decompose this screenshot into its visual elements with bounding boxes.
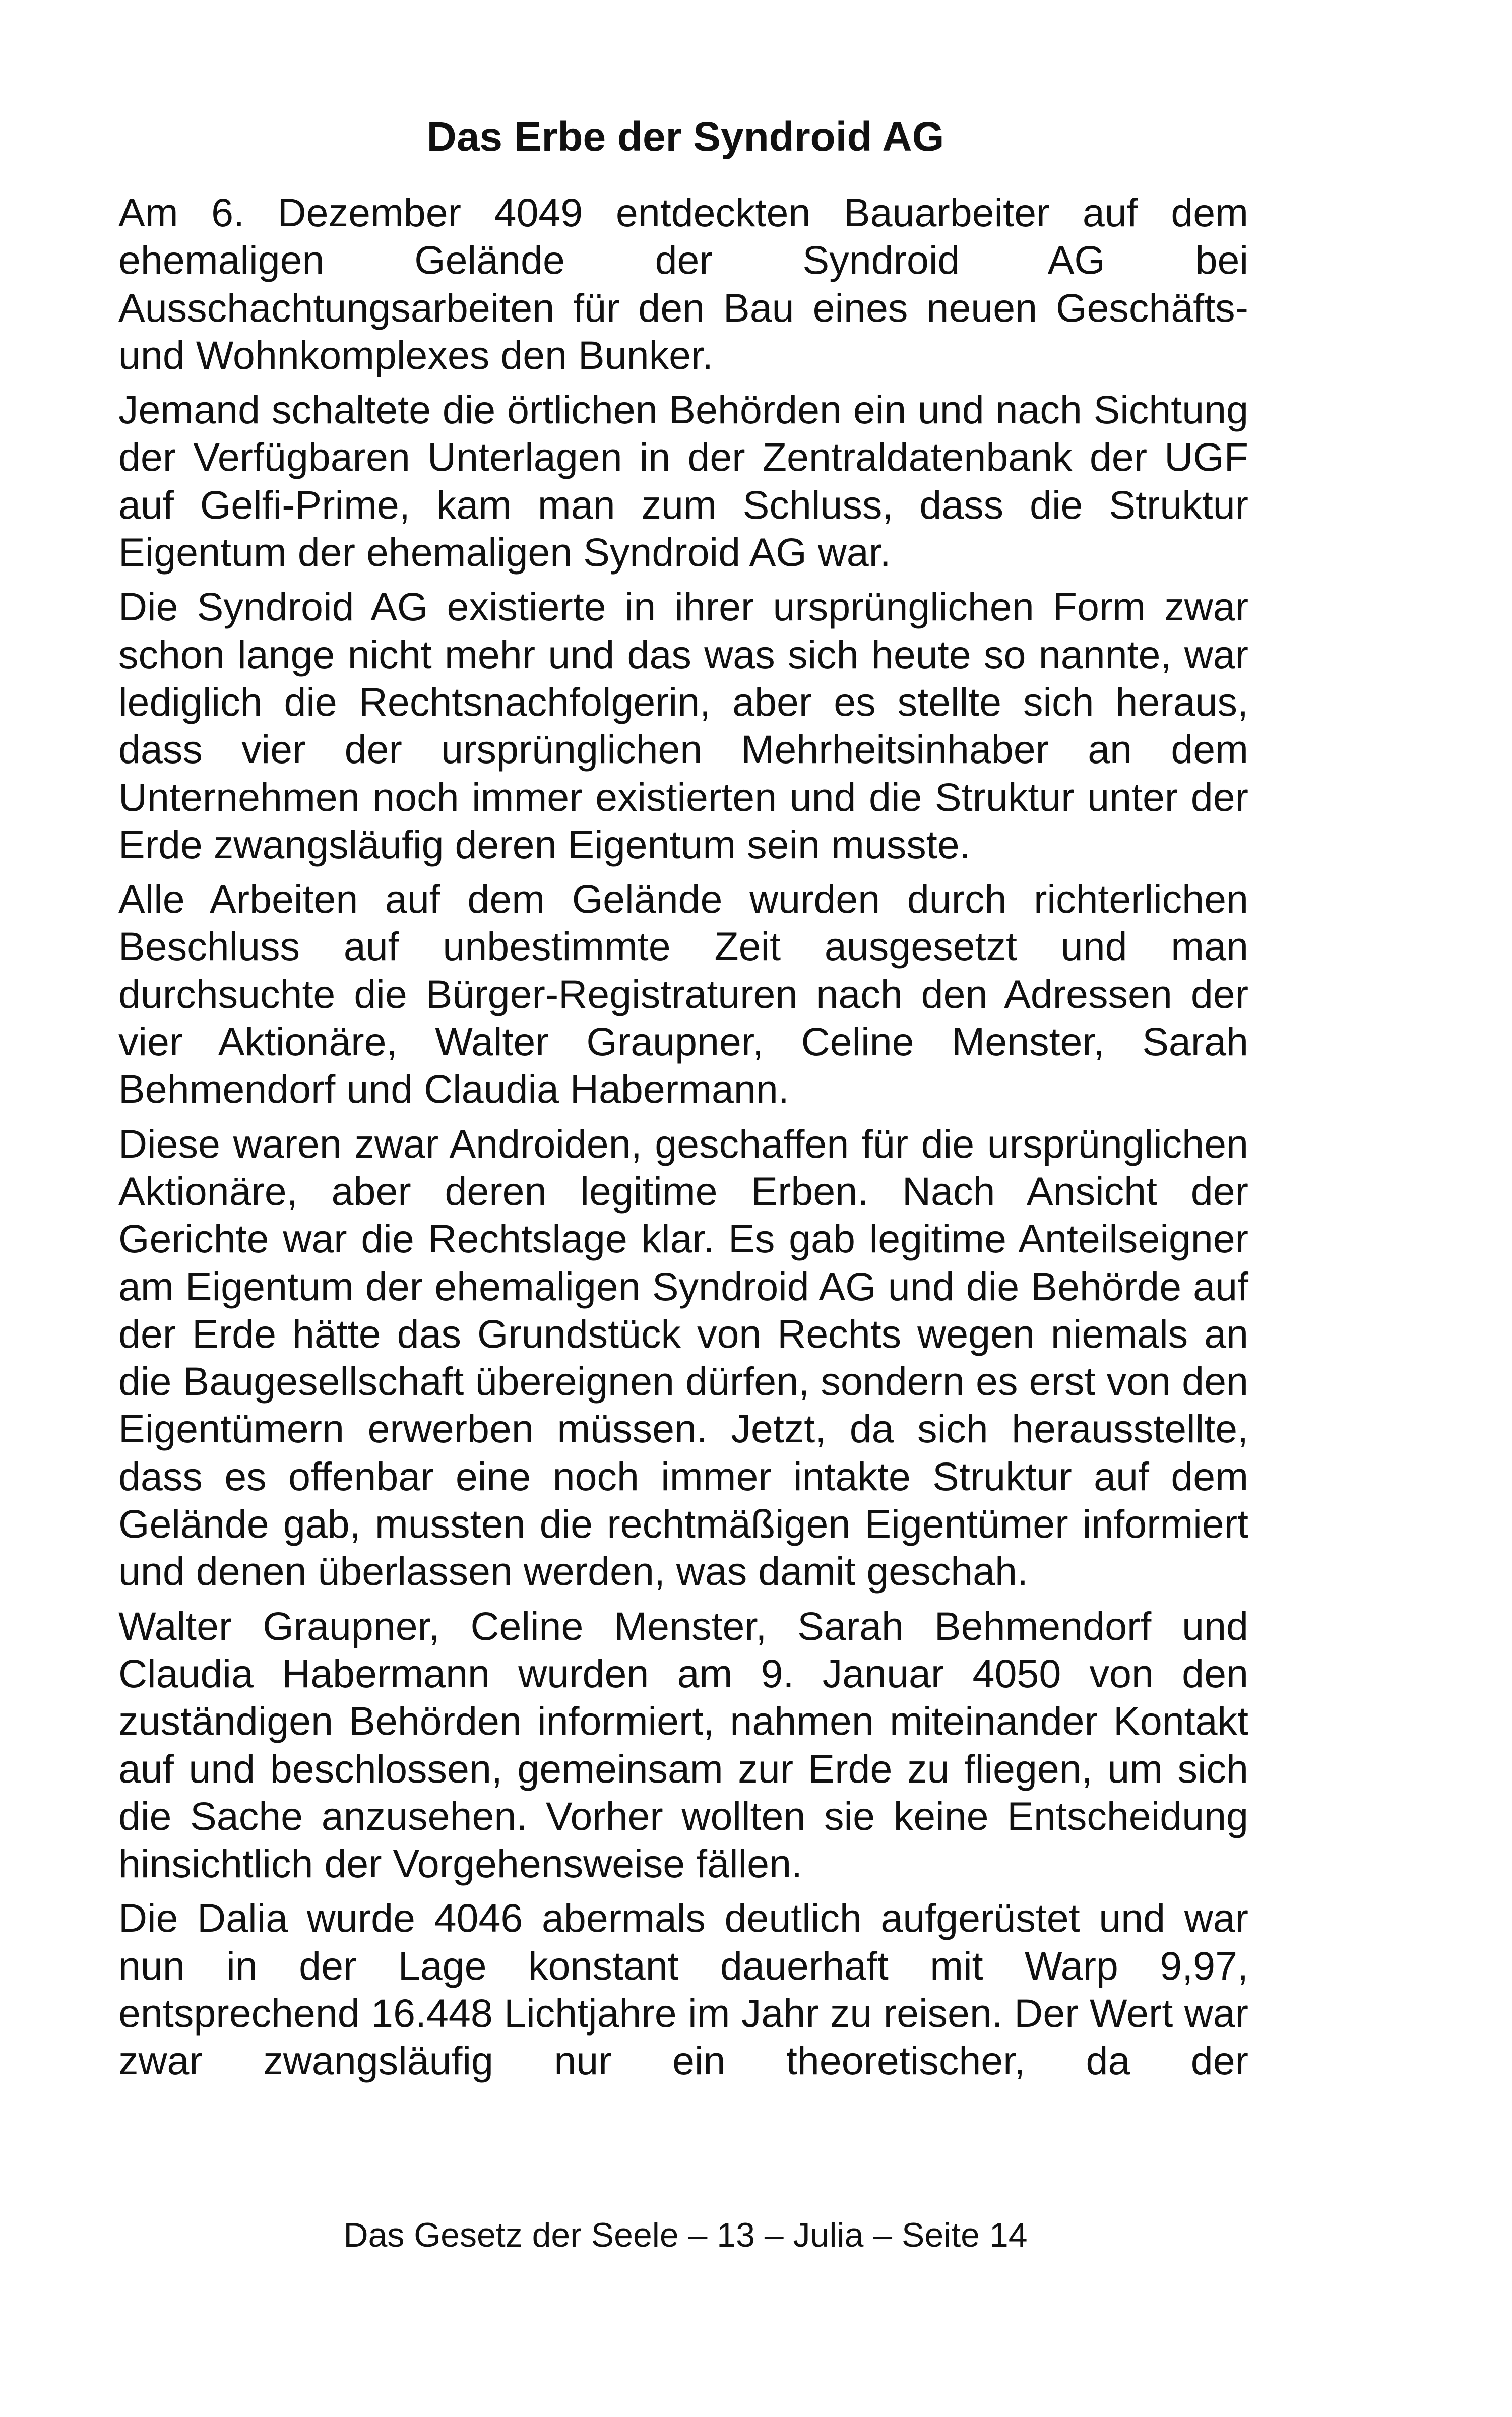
body-text xyxy=(118,189,1248,2092)
paragraph: Die Syndroid AG existierte in ihrer ursprünglichen Form zwar schon lange nicht mehr und das was sich heute so nannte, war lediglich die Rechtsnachfolgerin, aber es stellte sich heraus, dass vier der ursprünglichen Mehrheitsinhaber an dem Unternehmen noch immer existierten und die Struktur unter der Erde zwangsläufig deren Eigentum sein musste. xyxy=(118,584,1248,867)
page-footer: Das Gesetz der Seele – 13 – Julia – Seite 14 xyxy=(343,2216,1028,2254)
paragraph: Alle Arbeiten auf dem Gelände wurden durch richterlichen Beschluss auf unbestimmte Zeit ausgesetzt und man durchsuchte die Bürger-Registraturen nach den Adressen der vier Aktionäre, Walter Graupner, Celine Menster, Sarah Behmendorf und Claudia Habermann. xyxy=(118,876,1248,1112)
paragraph: Am 6. Dezember 4049 entdeckten Bauarbeiter auf dem ehemaligen Gelände der Syndroid AG bei Ausschachtungsarbeiten für den Bau eines neuen Geschäfts- und Wohnkomplexes den Bunker. xyxy=(118,190,1248,377)
paragraph: Die Dalia wurde 4046 abermals deutlich aufgerüstet und war nun in der Lage konstant dauerhaft mit Warp 9,97, entsprechend 16.448 Lichtjahre im Jahr zu reisen. Der Wert war zwar zwangsläufig nur ein theoretischer, da der xyxy=(118,1895,1248,2083)
paragraph: Walter Graupner, Celine Menster, Sarah Behmendorf und Claudia Habermann wurden am 9. Januar 4050 von den zuständigen Behörden informiert, nahmen miteinander Kontakt auf und beschlossen, gemeinsam zur Erde zu fliegen, um sich die Sache anzusehen. Vorher wollten sie keine Entscheidung hinsichtlich der Vorgehensweise fällen. xyxy=(118,1603,1248,1886)
paragraph: Jemand schaltete die örtlichen Behörden ein und nach Sichtung der Verfügbaren Unterlagen in der Zentraldatenbank der UGF auf Gelfi-Prime, kam man zum Schluss, dass die Struktur Eigentum der ehemaligen Syndroid AG war. xyxy=(118,387,1248,575)
chapter-title: Das Erbe der Syndroid AG xyxy=(426,114,944,160)
paragraph: Diese waren zwar Androiden, geschaffen für die ursprünglichen Aktionäre, aber deren legitime Erben. Nach Ansicht der Gerichte war die Rechtslage klar. Es gab legitime Anteilseigner am Eigentum der ehemaligen Syndroid AG und die Behörde auf der Erde hätte das Grundstück von Rechts wegen niemals an die Baugesellschaft übereignen dürfen, sondern es erst von den Eigentümern erwerben müssen. Jetzt, da sich herausstellte, dass es offenbar eine noch immer intakte Struktur auf dem Gelände gab, mussten die rechtmäßigen Eigentümer informiert und denen überlassen werden, was damit geschah. xyxy=(118,1121,1248,1594)
